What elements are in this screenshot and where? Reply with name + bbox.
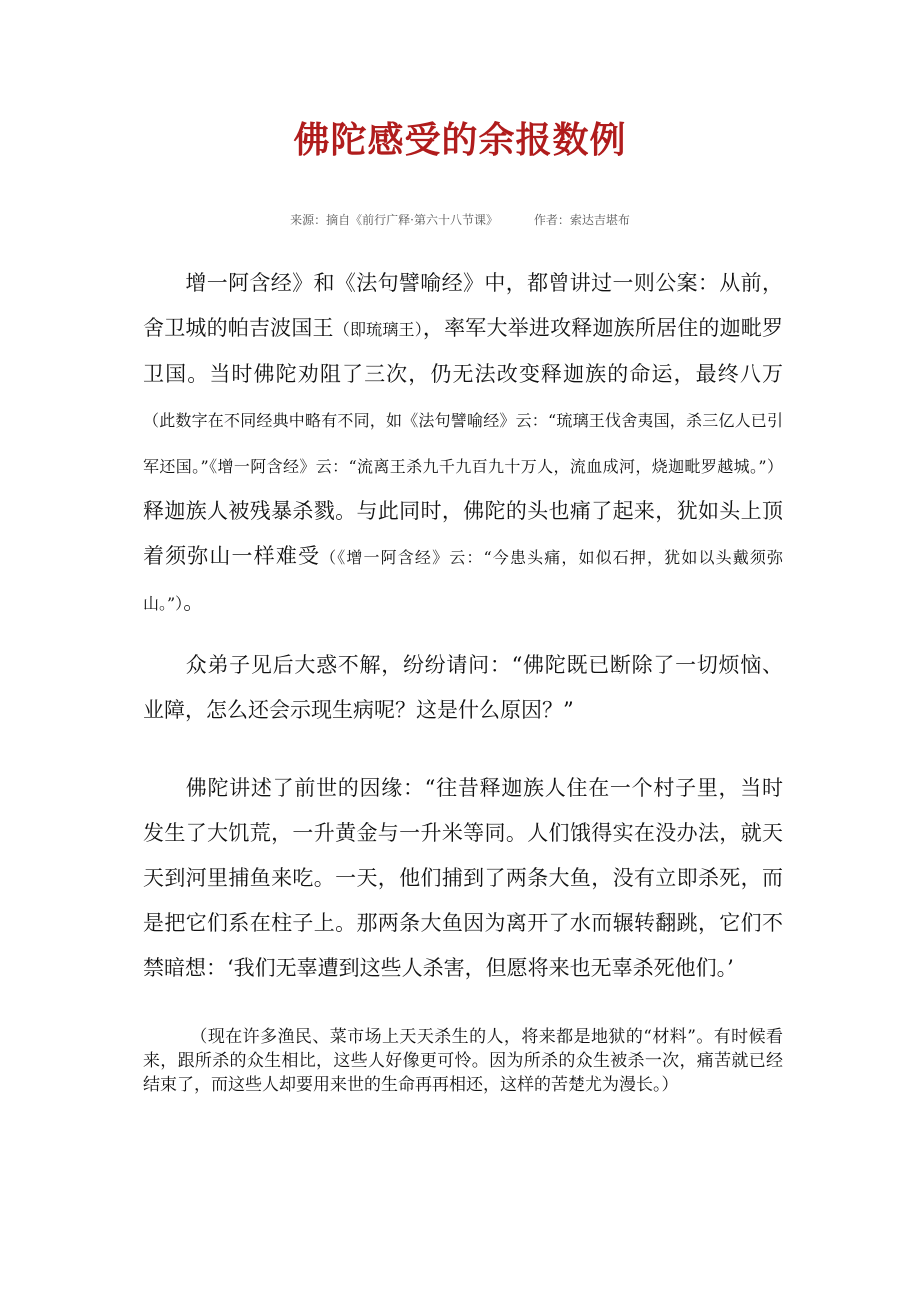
p1-text-a: 增一阿含经》和《法句譬喻经》中，都曾讲过一则公案：从前，舍卫城的帕吉波国王 (143, 271, 783, 340)
document-meta (0, 211, 920, 228)
paragraph-1 (143, 261, 783, 626)
source-line: 来源：摘自《前行广释·第六十八节课》 (290, 213, 498, 227)
p1-text-g: 。 (183, 590, 205, 614)
document-title: 佛陀感受的余报数例 (293, 119, 627, 161)
p1-annotation-number: （此数字在不同经典中略有不同，如《法句譬喻经》云：“琉璃王伐舍夷国，杀三亿人已引军还国。”《增一阿含经》云：“流离王杀九千九百九十万人，流血成河，烧迦毗罗越城。”） (143, 411, 783, 476)
paragraph-3 (143, 766, 783, 991)
p2-text: 众弟子见后大惑不解，纷纷请问：“佛陀既已断除了一切烦恼、业障，怎么还会示现生病呢？这是什么原因？” (143, 653, 783, 722)
author-line: 作者：索达吉堪布 (533, 213, 630, 227)
note-text: （现在许多渔民、菜市场上天天杀生的人，将来都是地狱的“材料”。有时候看来，跟所杀的众生相比，这些人好像更可怜。因为所杀的众生被杀一次，痛苦就已经结束了，而这些人却要用来世的生命再再相还，这样的苦楚尤为漫长。） (143, 1027, 783, 1095)
p3-text: 佛陀讲述了前世的因缘：“往昔释迦族人住在一个村子里，当时发生了大饥荒，一升黄金与一升米等同。人们饿得实在没办法，就天天到河里捕鱼来吃。一天，他们捕到了两条大鱼，没有立即杀死，而是把它们系在柱子上。那两条大鱼因为离开了水而辗转翻跳，它们不禁暗想：‘我们无辜遭到这些人杀害，但愿将来也无辜杀死他们。’ (143, 776, 783, 980)
commentary-note (143, 1025, 783, 1097)
p1-annotation-sutra: （《增一阿含经》云：“今患头痛，如似石押，犹如以头戴须弥山。”） (143, 548, 784, 613)
p1-text-e: 释迦族人被残暴杀戮。与此同时，佛陀的头也痛了起来，犹如头上顶着须弥山一样难受 (143, 499, 783, 568)
p1-annotation-king: （即琉璃王） (333, 320, 423, 339)
paragraph-2 (143, 643, 783, 733)
p1-text-c: ，率军大举进攻释迦族所居住的迦毗罗卫国。当时佛陀劝阻了三次，仍无法改变释迦族的命运，最终八万 (143, 316, 784, 386)
